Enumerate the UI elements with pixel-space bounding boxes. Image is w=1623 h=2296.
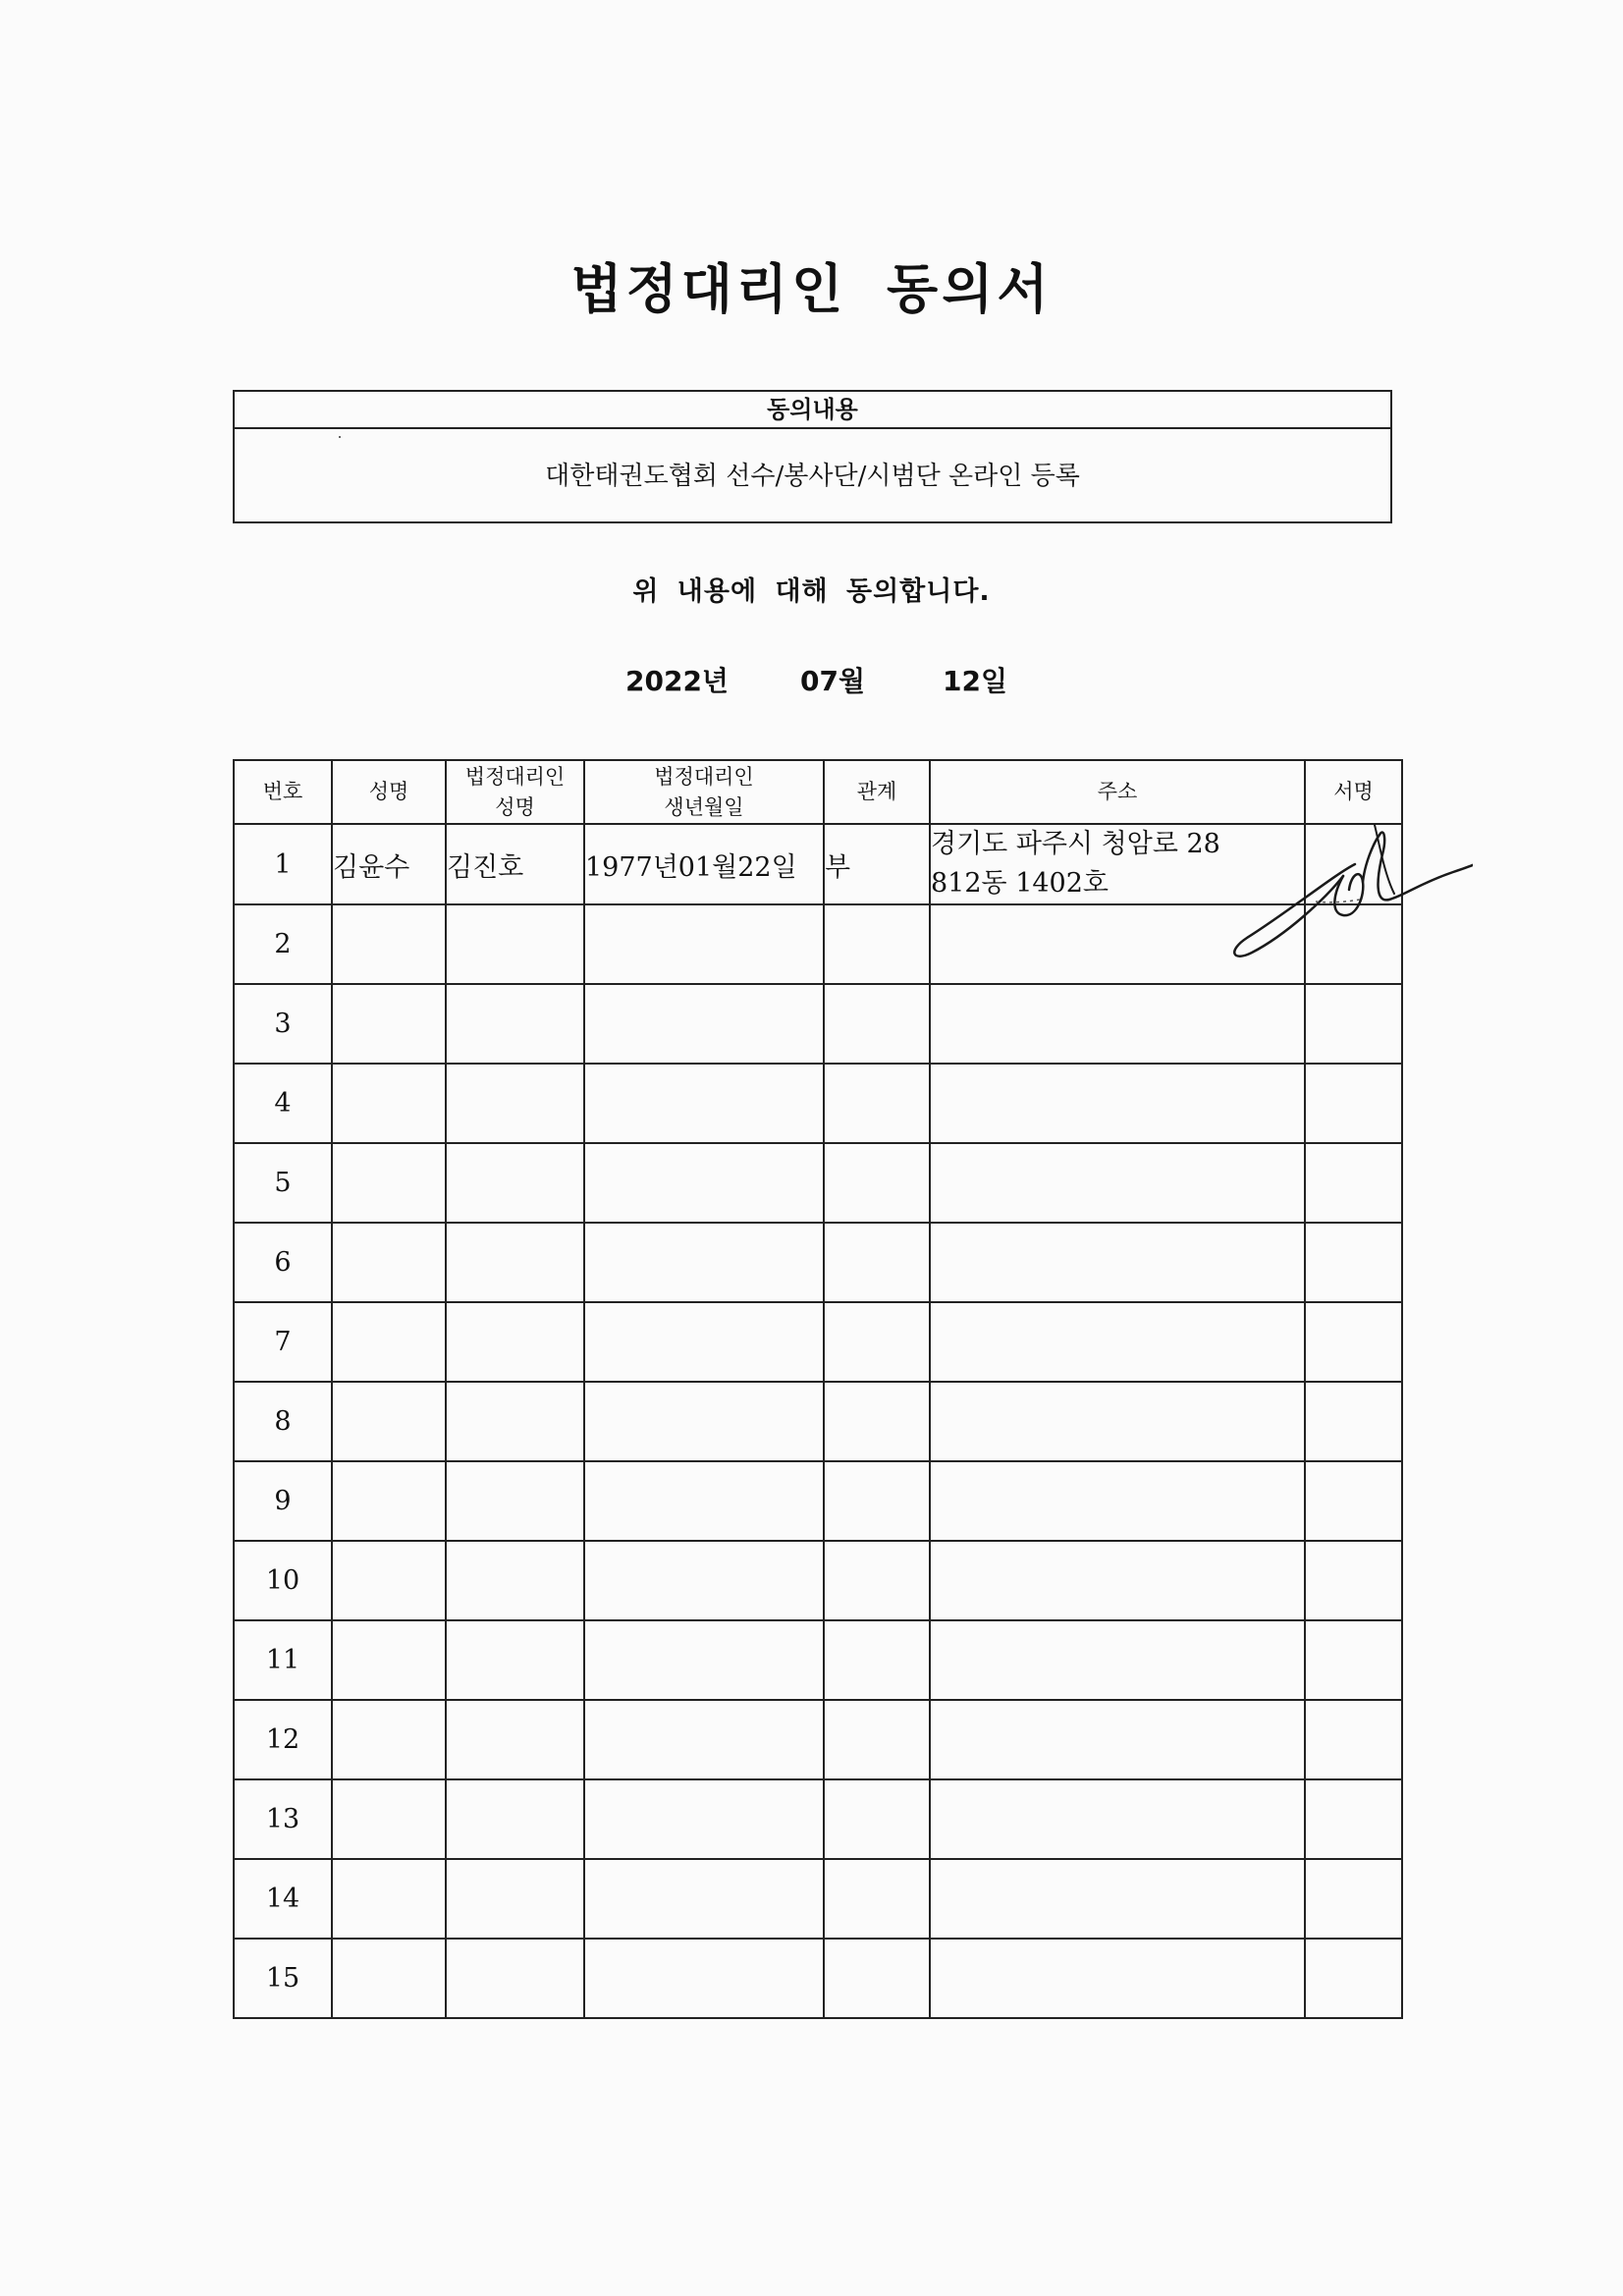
cell-address [930, 984, 1305, 1064]
cell-address [930, 1541, 1305, 1620]
cell-address [930, 1302, 1305, 1382]
cell-guardian-name [446, 1620, 584, 1700]
table-row [234, 824, 1402, 904]
cell-signature [1305, 984, 1402, 1064]
header-name: 성명 [332, 760, 446, 824]
cell-relation [824, 1382, 930, 1461]
table-row [234, 1461, 1402, 1541]
cell-relation [824, 1541, 930, 1620]
cell-address [930, 1779, 1305, 1859]
header-guardian-birth-line2: 생년월일 [664, 794, 744, 819]
cell-relation [824, 1461, 930, 1541]
cell-name [332, 984, 446, 1064]
cell-no: 4 [234, 1064, 332, 1143]
cell-no: 5 [234, 1143, 332, 1223]
cell-guardian-name [446, 1700, 584, 1779]
consent-heading: 동의내용 [235, 392, 1390, 429]
cell-relation [824, 984, 930, 1064]
cell-guardian-birth [584, 1143, 824, 1223]
cell-guardian-birth [584, 1939, 824, 2018]
cell-no: 3 [234, 984, 332, 1064]
cell-signature [1305, 904, 1402, 984]
cell-no: 15 [234, 1939, 332, 2018]
header-guardian-birth [584, 760, 824, 824]
cell-signature [1305, 1064, 1402, 1143]
cell-address [930, 1939, 1305, 2018]
cell-guardian-birth [584, 1223, 824, 1302]
cell-relation [824, 904, 930, 984]
cell-no: 9 [234, 1461, 332, 1541]
cell-relation [824, 1143, 930, 1223]
table-row [234, 1700, 1402, 1779]
cell-name [332, 1302, 446, 1382]
cell-no: 8 [234, 1382, 332, 1461]
table-row [234, 1779, 1402, 1859]
cell-guardian-name [446, 1461, 584, 1541]
cell-guardian-name [446, 1064, 584, 1143]
cell-relation [824, 1620, 930, 1700]
header-signature: 서명 [1305, 760, 1402, 824]
table-row [234, 1620, 1402, 1700]
cell-guardian-name [446, 1939, 584, 2018]
cell-address [930, 1620, 1305, 1700]
cell-name [332, 1541, 446, 1620]
date-month: 07월 [800, 665, 866, 697]
cell-signature [1305, 824, 1402, 904]
document-title: 법정대리인 동의서 [570, 258, 1053, 320]
header-relation: 관계 [824, 760, 930, 824]
cell-guardian-name [446, 1143, 584, 1223]
cell-signature [1305, 1939, 1402, 2018]
cell-address [930, 1223, 1305, 1302]
header-guardian-name-line1: 법정대리인 [464, 764, 566, 789]
address-line-2: 812동 1402호 [931, 868, 1109, 899]
cell-guardian-name [446, 984, 584, 1064]
header-address: 주소 [930, 760, 1305, 824]
cell-relation [824, 1064, 930, 1143]
cell-relation [824, 1779, 930, 1859]
cell-signature [1305, 1461, 1402, 1541]
table-row [234, 1382, 1402, 1461]
cell-address [930, 1382, 1305, 1461]
table-row [234, 1223, 1402, 1302]
table-row [234, 1143, 1402, 1223]
cell-name [332, 904, 446, 984]
cell-guardian-name [446, 1859, 584, 1939]
cell-guardian-birth [584, 1064, 824, 1143]
cell-address [930, 904, 1305, 984]
cell-no: 12 [234, 1700, 332, 1779]
cell-guardian-name [446, 1779, 584, 1859]
cell-signature [1305, 1779, 1402, 1859]
cell-no: 11 [234, 1620, 332, 1700]
cell-guardian-name [446, 1382, 584, 1461]
cell-name: 김윤수 [332, 824, 446, 904]
cell-name [332, 1620, 446, 1700]
date-year: 2022년 [625, 665, 729, 697]
cell-no: 7 [234, 1302, 332, 1382]
table-body [234, 824, 1402, 2018]
table-row [234, 1302, 1402, 1382]
cell-relation [824, 1302, 930, 1382]
cell-relation [824, 1939, 930, 2018]
cell-address [930, 1064, 1305, 1143]
cell-name [332, 1461, 446, 1541]
cell-signature [1305, 1620, 1402, 1700]
guardian-table [233, 759, 1403, 2019]
cell-no: 10 [234, 1541, 332, 1620]
address-line-1: 경기도 파주시 청암로 28 [931, 829, 1220, 859]
cell-guardian-name: 김진호 [446, 824, 584, 904]
cell-guardian-birth [584, 1700, 824, 1779]
cell-name [332, 1064, 446, 1143]
cell-address [930, 824, 1305, 904]
header-guardian-name [446, 760, 584, 824]
cell-guardian-name [446, 1541, 584, 1620]
cell-name [332, 1779, 446, 1859]
cell-no: 2 [234, 904, 332, 984]
cell-guardian-birth [584, 904, 824, 984]
cell-signature [1305, 1541, 1402, 1620]
cell-signature [1305, 1700, 1402, 1779]
cell-name [332, 1939, 446, 2018]
cell-signature [1305, 1143, 1402, 1223]
cell-guardian-birth [584, 1382, 824, 1461]
cell-relation [824, 1859, 930, 1939]
cell-name [332, 1382, 446, 1461]
table-row [234, 984, 1402, 1064]
cell-address [930, 1700, 1305, 1779]
cell-signature [1305, 1302, 1402, 1382]
cell-guardian-birth [584, 1779, 824, 1859]
cell-name [332, 1859, 446, 1939]
cell-no: 6 [234, 1223, 332, 1302]
cell-guardian-birth [584, 1620, 824, 1700]
table-row [234, 1541, 1402, 1620]
cell-guardian-birth [584, 1302, 824, 1382]
cell-address [930, 1143, 1305, 1223]
cell-address [930, 1461, 1305, 1541]
cell-signature [1305, 1859, 1402, 1939]
table-row [234, 1064, 1402, 1143]
consent-content: 대한태권도협회 선수/봉사단/시범단 온라인 등록 [545, 462, 1080, 491]
cell-name [332, 1223, 446, 1302]
header-guardian-birth-line1: 법정대리인 [654, 764, 754, 789]
cell-relation [824, 1223, 930, 1302]
table-header-row [234, 760, 1402, 824]
cell-signature [1305, 1382, 1402, 1461]
agreement-statement: 위 내용에 대해 동의합니다. [632, 576, 991, 607]
cell-guardian-birth: 1977년01월22일 [584, 824, 824, 904]
cell-guardian-name [446, 904, 584, 984]
date-day: 12일 [943, 665, 1008, 697]
header-no: 번호 [234, 760, 332, 824]
table-row [234, 1939, 1402, 2018]
cell-signature [1305, 1223, 1402, 1302]
cell-address [930, 1859, 1305, 1939]
cell-no: 14 [234, 1859, 332, 1939]
cell-guardian-birth [584, 1541, 824, 1620]
cell-guardian-name [446, 1302, 584, 1382]
consent-content-box [233, 390, 1392, 523]
cell-guardian-birth [584, 984, 824, 1064]
cell-guardian-birth [584, 1461, 824, 1541]
cell-no: 13 [234, 1779, 332, 1859]
cell-name [332, 1700, 446, 1779]
table-row [234, 904, 1402, 984]
table-row [234, 1859, 1402, 1939]
cell-no: 1 [234, 824, 332, 904]
cell-guardian-name [446, 1223, 584, 1302]
cell-guardian-birth [584, 1859, 824, 1939]
cell-name [332, 1143, 446, 1223]
cell-relation: 부 [824, 824, 930, 904]
header-guardian-name-line2: 성명 [495, 794, 535, 819]
cell-relation [824, 1700, 930, 1779]
